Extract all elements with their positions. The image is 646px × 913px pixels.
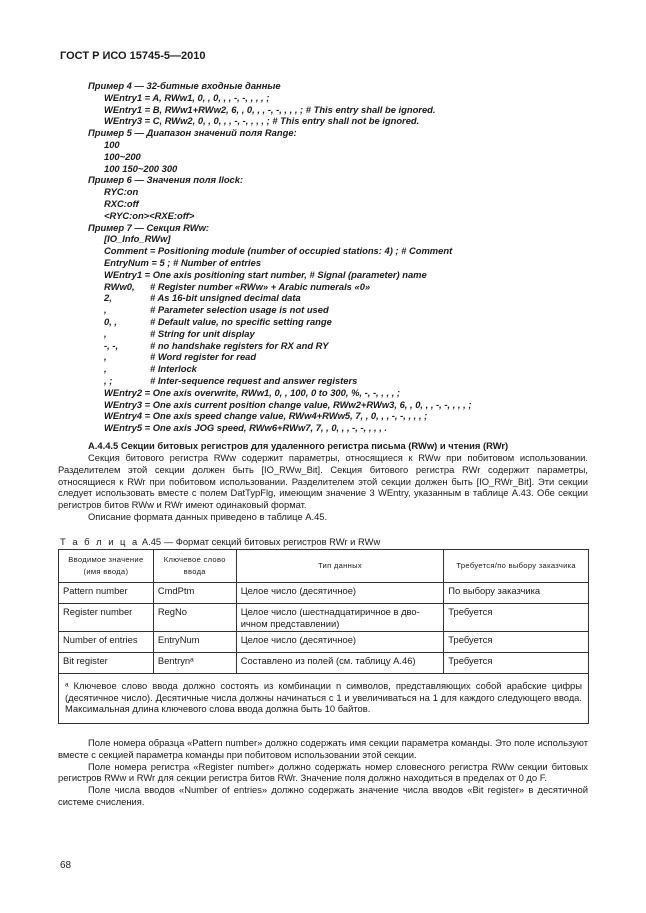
code-comment: # Parameter selection usage is not used (150, 304, 329, 316)
code-examples (88, 80, 471, 434)
paragraph: Секция битового регистра RWw содержит параметры, относящиеся к RWw при побитовом использовании. Разделителем этой секции должен быть [IO_RWw_Bit]. Секция битового регистра RWr содержит параметры, относящиеся к RWr при побитовом использовании. Разделителем этой секции должен быть [IO_RWr_Bit]. Эти секции следует использовать вместе с полем DatTypFlg, имеющим значение 3 WEntry, указанным в таблице А.43. Обе секции регистров битов RWw и RWr имеют одинаковый формат. (58, 452, 588, 511)
code-line: Пример 6 — Значения поля Ilock: (88, 174, 244, 186)
code-comment: # Inter-sequence request and answer registers (150, 374, 358, 386)
code-comment: # String for unit display (150, 327, 255, 339)
code-line (88, 281, 471, 293)
code-line: RXC:off (104, 197, 139, 209)
table-row (59, 653, 589, 674)
code-line: Пример 5 — Диапазон значений поля Range: (88, 127, 297, 139)
code-value: -, -, (104, 339, 119, 351)
section-title: A.4.4.5 Секции битовых регистров для удаленного регистра письма (RWw) и чтения (RWr) (88, 440, 509, 451)
code-line (88, 328, 471, 340)
table-cell: Требуется (444, 604, 589, 632)
table-footnote: ᵃ Ключевое слово ввода должно состоять из комбинации n символов, представляющих собой арабские цифры (десятичное число). Десятичные числа должны начинаться с 1 и увеличиваться на 1 для каждого следующего ввода. Максимальная длина ключевого слова ввода должна быть 10 байтов. (59, 674, 589, 724)
code-line: WEntry1 = A, RWw1, 0, , 0, , , -, -, , , , ; (104, 91, 270, 103)
table-cell: Number of entries (59, 632, 154, 653)
code-value: 0, , (104, 315, 118, 327)
code-line: EntryNum = 5 ; # Number of entries (104, 256, 262, 268)
page-header: ГОСТ Р ИСО 15745-5—2010 (60, 50, 206, 62)
code-line (88, 304, 471, 316)
table-footnote-row (59, 674, 589, 724)
code-line: 100 (104, 138, 120, 150)
field-descriptions (58, 737, 588, 808)
format-table (58, 549, 589, 724)
table-row (59, 604, 589, 632)
paragraph: Поле номера образца «Pattern number» должно содержать имя секции параметра команды. Это поле используют вместе с секцией параметра команды при побитовом использовании этой секции. (58, 737, 588, 760)
table-cell: Целое число (шестнадцатиричное в двоичном представлении) (236, 604, 444, 632)
code-line: 100~200 (104, 150, 141, 162)
code-comment: # Word register for read (150, 351, 257, 363)
code-line: WEntry3 = C, RWw2, 0, , 0, , , -, -, , , , ; # This entry shall not be ignored. (104, 115, 420, 127)
code-line (88, 363, 471, 375)
code-line: 100 150~200 300 (104, 162, 178, 174)
code-line: WEntry5 = One axis JOG speed, RWw6+RWw7, 7, , 0, , , -, -, , , , . (104, 422, 388, 434)
code-value: , (104, 304, 107, 316)
code-line: <RYC:on><RXE:off> (104, 209, 195, 221)
code-line: Пример 4 — 32-битные входные данные (88, 80, 281, 91)
table-cell: RegNo (153, 604, 236, 632)
table-header-row (59, 550, 589, 583)
code-line: WEntry1 = One axis positioning start number, # Signal (parameter) name (104, 268, 427, 280)
code-line: WEntry2 = One axis overwrite, RWw1, 0, , 100, 0 to 300, %, -, -, , , , ; (104, 386, 401, 398)
code-comment: # As 16-bit unsigned decimal data (150, 292, 301, 304)
column-header: Вводимое значение (имя ввода) (59, 550, 154, 583)
code-comment: # Default value, no specific setting range (150, 315, 332, 327)
intro-paragraphs (58, 452, 588, 523)
code-comment: # Interlock (150, 363, 197, 375)
table-cell: Требуется (444, 653, 589, 674)
table-row (59, 583, 589, 604)
paragraph: Поле номера регистра «Register number» должно содержать номер словесного регистра RWw секции битовых регистров RWw и RWr для секции регистра битов RWr. Значение поля должно находиться в пределах от 0 до F. (58, 760, 588, 784)
table-cell: По выбору заказчика (444, 583, 589, 604)
code-value: , ; (104, 374, 113, 386)
code-value: , (104, 327, 107, 339)
code-line: [IO_Info_RWw] (104, 233, 171, 245)
code-line: WEntry4 = One axis speed change value, RWw4+RWw5, 7, , 0, , , -, -, , , , ; (104, 410, 428, 422)
code-line (88, 351, 471, 363)
table-caption (60, 536, 380, 547)
code-line: RYC:on (104, 186, 139, 198)
column-header: Тип данных (236, 550, 444, 583)
code-line: Пример 7 — Секция RWw: (88, 221, 209, 233)
table-cell: Целое число (десятичное) (236, 632, 444, 653)
table-cell: Bit register (59, 653, 154, 674)
code-comment: # no handshake registers for RX and RY (150, 339, 329, 351)
code-value: RWw0, (104, 280, 135, 292)
column-header: Ключевое слово ввода (153, 550, 236, 583)
table-cell: Целое число (десятичное) (236, 583, 444, 604)
table-caption-prefix: Т а б л и ц а (60, 536, 140, 547)
code-value: , (104, 363, 107, 375)
code-line: Comment = Positioning module (number of occupied stations: 4) ; # Comment (104, 245, 453, 257)
paragraph: Поле числа вводов «Number of entries» должно содержать значение числа вводов «Bit register» в десятичной системе счисления. (58, 784, 588, 807)
code-value: 2, (104, 292, 112, 304)
table-cell: Составлено из полей (см. таблицу А.46) (236, 653, 444, 674)
code-line: WEntry3 = One axis current position change value, RWw2+RWw3, 6, , 0, , , -, -, , , , ; (104, 398, 472, 410)
code-line (88, 340, 471, 352)
code-line (88, 292, 471, 304)
code-line (88, 316, 471, 328)
table-cell: CmdPtm (153, 583, 236, 604)
table-cell: Требуется (444, 632, 589, 653)
code-line: WEntry1 = B, RWw1+RWw2, 6, , 0, , , -, -, , , , ; # This entry shall be ignored. (104, 103, 436, 115)
page-number: 68 (60, 860, 72, 871)
table-cell: EntryNum (153, 632, 236, 653)
paragraph: Описание формата данных приведено в таблице А.45. (88, 510, 328, 522)
column-header: Требуется/по выбору заказчика (444, 550, 589, 583)
table-cell: Bentrynᵃ (153, 653, 236, 674)
code-value: , (104, 351, 107, 363)
table-cell: Pattern number (59, 583, 154, 604)
table-caption-title: А.45 — Формат секций битовых регистров RWr и RWw (139, 536, 381, 547)
table-row (59, 632, 589, 653)
code-line (88, 375, 471, 387)
table-cell: Register number (59, 604, 154, 632)
code-comment: # Register number «RWw» + Arabic numerals «0» (150, 280, 371, 292)
